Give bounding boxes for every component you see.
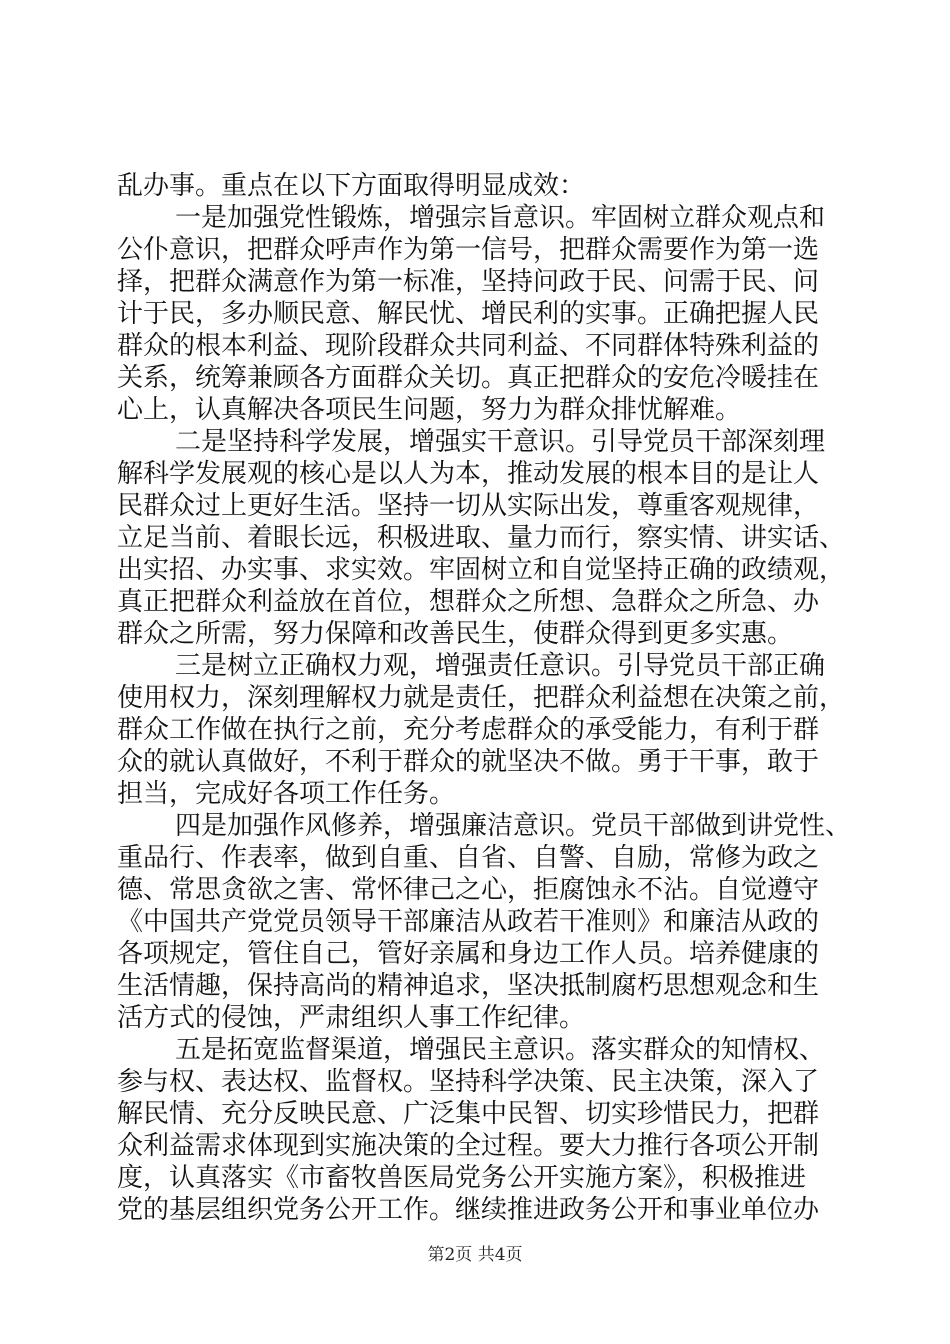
text-line: 重品行、作表率，做到自重、自省、自警、自励，常修为政之	[117, 843, 820, 873]
paragraph-first-line: 四是加强作风修养，增强廉洁意识。党员干部做到讲党性、	[175, 811, 852, 841]
text-line: 择，把群众满意作为第一标准，坚持问政于民、问需于民、问	[117, 267, 820, 297]
text-line: 群众的根本利益、现阶段群众共同利益、不同群体特殊利益的	[117, 331, 820, 361]
text-line: 真正把群众利益放在首位，想群众之所想、急群众之所急、办	[117, 587, 820, 617]
paragraph-first-line: 一是加强党性锻炼，增强宗旨意识。牢固树立群众观点和	[175, 203, 826, 233]
text-line: 解民情、充分反映民意、广泛集中民智、切实珍惜民力，把群	[117, 1099, 820, 1129]
text-line: 众的就认真做好，不利于群众的就坚决不做。勇于干事，敢于	[117, 747, 820, 777]
text-line: 计于民，多办顺民意、解民忧、增民利的实事。正确把握人民	[117, 299, 820, 329]
text-line: 德、常思贪欲之害、常怀律己之心，拒腐蚀永不沾。自觉遵守	[117, 875, 820, 905]
text-line: 使用权力，深刻理解权力就是责任，把群众利益想在决策之前，	[117, 683, 846, 713]
text-line: 心上，认真解决各项民生问题，努力为群众排忧解难。	[117, 395, 742, 425]
text-line: 群众工作做在执行之前，充分考虑群众的承受能力，有利于群	[117, 715, 820, 745]
text-line: 解科学发展观的核心是以人为本，推动发展的根本目的是让人	[117, 459, 820, 489]
paragraph-first-line: 五是拓宽监督渠道，增强民主意识。落实群众的知情权、	[175, 1035, 826, 1065]
text-line: 乱办事。重点在以下方面取得明显成效：	[117, 171, 586, 201]
text-line: 众利益需求体现到实施决策的全过程。要大力推行各项公开制	[117, 1131, 820, 1161]
text-line: 公仆意识，把群众呼声作为第一信号，把群众需要作为第一选	[117, 235, 820, 265]
page-footer: 第2页 共4页	[427, 1245, 523, 1265]
text-line: 党的基层组织党务公开工作。继续推进政务公开和事业单位办	[117, 1195, 820, 1225]
text-line: 活方式的侵蚀，严肃组织人事工作纪律。	[117, 1003, 586, 1033]
text-line: 度，认真落实《市畜牧兽医局党务公开实施方案》，积极推进	[117, 1163, 807, 1193]
text-line: 立足当前、着眼长远，积极进取、量力而行，察实情、讲实话、	[117, 523, 846, 553]
text-line: 出实招、办实事、求实效。牢固树立和自觉坚持正确的政绩观，	[117, 555, 846, 585]
paragraph-first-line: 三是树立正确权力观，增强责任意识。引导党员干部正确	[175, 651, 826, 681]
text-line: 各项规定，管住自己，管好亲属和身边工作人员。培养健康的	[117, 939, 820, 969]
paragraph-first-line: 二是坚持科学发展，增强实干意识。引导党员干部深刻理	[175, 427, 826, 457]
text-line: 参与权、表达权、监督权。坚持科学决策、民主决策，深入了	[117, 1067, 820, 1097]
text-line: 担当，完成好各项工作任务。	[117, 779, 456, 809]
text-line: 民群众过上更好生活。坚持一切从实际出发，尊重客观规律，	[117, 491, 820, 521]
text-line: 《中国共产党党员领导干部廉洁从政若干准则》和廉洁从政的	[117, 907, 820, 937]
text-line: 生活情趣，保持高尚的精神追求，坚决抵制腐朽思想观念和生	[117, 971, 820, 1001]
document-body	[117, 170, 852, 1226]
text-line: 群众之所需，努力保障和改善民生，使群众得到更多实惠。	[117, 619, 794, 649]
text-line: 关系，统筹兼顾各方面群众关切。真正把群众的安危冷暖挂在	[117, 363, 820, 393]
